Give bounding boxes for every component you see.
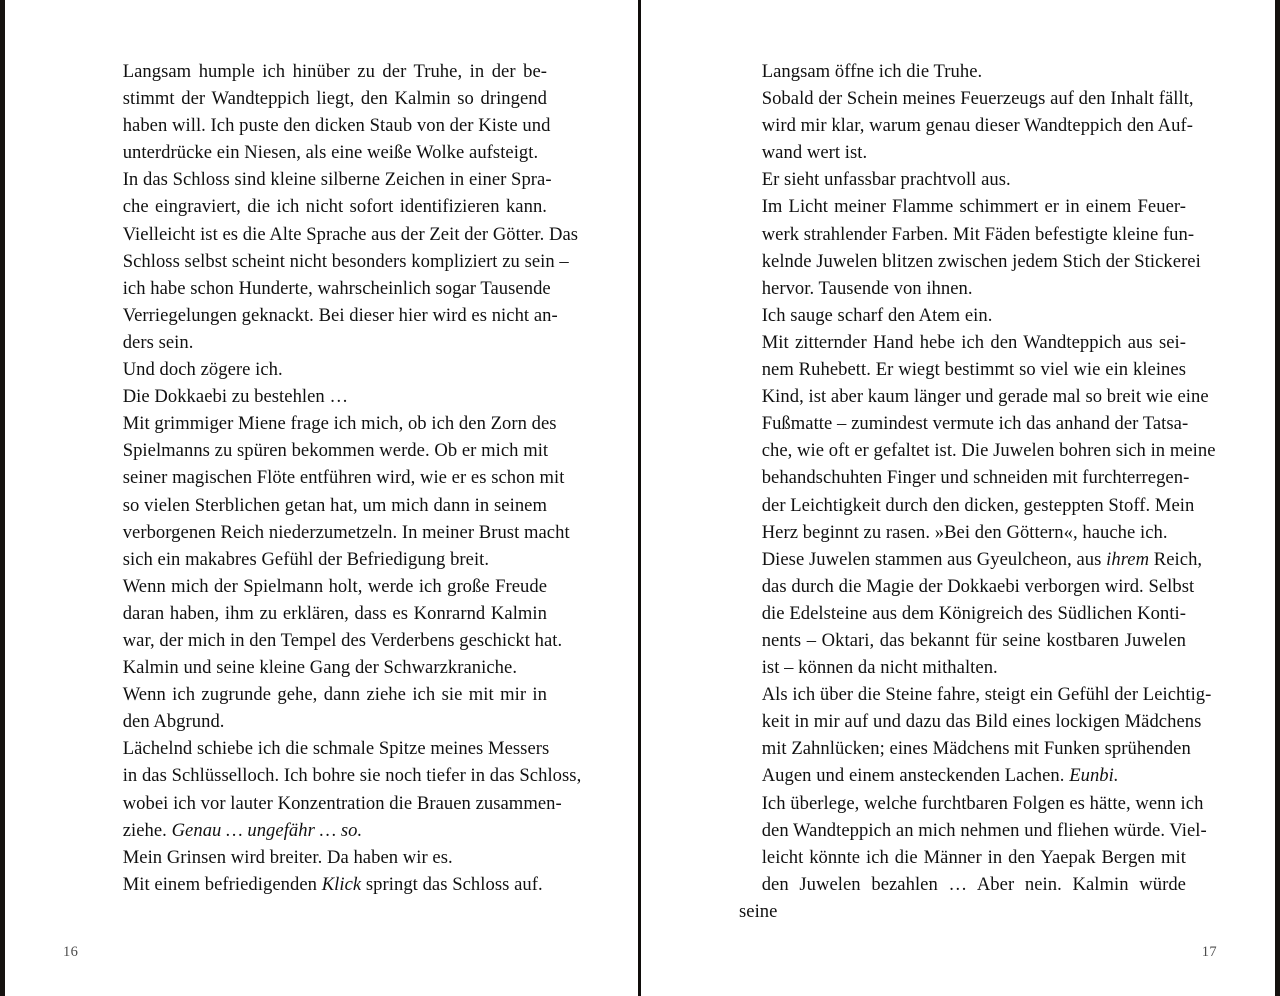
text-line: wobei ich vor lauter Konzentration die Brauen zusammen- bbox=[122, 792, 562, 814]
paragraph bbox=[100, 383, 547, 410]
text-line: stimmt der Wandteppich liegt, den Kalmin so dringend bbox=[122, 88, 547, 110]
text-line: nents – Oktari, das bekannt für seine kostbaren Juwelen bbox=[761, 629, 1186, 651]
text-line: Im Licht meiner Flamme schimmert er in einem Feuer- bbox=[761, 196, 1186, 218]
text-line: Lächelnd schiebe ich die schmale Spitze meines Messers bbox=[122, 738, 550, 760]
text-line: keit in mir auf und dazu das Bild eines lockigen Mädchens bbox=[761, 711, 1202, 733]
text-line: Spielmanns zu spüren bekommen werde. Ob er mich mit bbox=[122, 440, 549, 462]
text-line: Mein Grinsen wird breiter. Da haben wir es. bbox=[122, 846, 453, 868]
text-line: Wenn ich zugrunde gehe, dann ziehe ich sie mit mir in bbox=[122, 684, 547, 706]
body-text-verso bbox=[100, 58, 582, 898]
text-line: Verriegelungen geknackt. Bei dieser hier wird es nicht an- bbox=[122, 304, 558, 326]
text-line: Kind, ist aber kaum länger und gerade mal so breit wie eine bbox=[761, 386, 1209, 408]
paragraph bbox=[739, 302, 1186, 329]
paragraph bbox=[739, 681, 1212, 789]
text-line: das durch die Magie der Dokkaebi verborgen wird. Selbst bbox=[761, 575, 1195, 597]
text-line: seiner magischen Flöte entführen wird, wie er es schon mit bbox=[122, 467, 565, 489]
paragraph bbox=[100, 58, 551, 166]
text-line: Diese Juwelen stammen aus Gyeulcheon, aus ihrem Reich, bbox=[761, 548, 1203, 570]
text-line: mit Zahnlücken; eines Mädchens mit Funken sprühenden bbox=[761, 738, 1191, 760]
text-line: Augen und einem ansteckenden Lachen. Eunbi. bbox=[761, 765, 1119, 787]
paragraph bbox=[739, 790, 1207, 925]
text-line: verborgenen Reich niederzumetzeln. In meiner Brust macht bbox=[122, 521, 570, 543]
paragraph bbox=[100, 410, 570, 573]
body-text-recto bbox=[739, 58, 1216, 925]
page-recto bbox=[641, 0, 1275, 996]
page-number-recto: 17 bbox=[1201, 943, 1217, 960]
text-line: Die Dokkaebi zu bestehlen … bbox=[122, 386, 349, 408]
text-line: in das Schlüsselloch. Ich bohre sie noch tiefer in das Schloss, bbox=[122, 765, 582, 787]
text-line: hervor. Tausende von ihnen. bbox=[761, 277, 973, 299]
text-line: Herz beginnt zu rasen. »Bei den Göttern«, hauche ich. bbox=[761, 521, 1168, 543]
text-line: ders sein. bbox=[122, 331, 194, 353]
text-line: Er sieht unfassbar prachtvoll aus. bbox=[761, 169, 1011, 191]
text-line: leicht könnte ich die Männer in den Yaepak Bergen mit bbox=[761, 846, 1186, 868]
paragraph bbox=[100, 871, 547, 898]
text-line: nem Ruhebett. Er wiegt bestimmt so viel wie ein kleines bbox=[761, 359, 1186, 381]
text-line: werk strahlender Farben. Mit Fäden befestigte kleine fun- bbox=[761, 223, 1195, 245]
paragraph bbox=[100, 681, 547, 735]
text-line: Mit zitternder Hand hebe ich den Wandteppich aus sei- bbox=[761, 331, 1186, 353]
paragraph bbox=[739, 58, 1186, 85]
text-line: Als ich über die Steine fahre, steigt ein Gefühl der Leichtig- bbox=[761, 684, 1212, 706]
page-verso bbox=[5, 0, 638, 996]
paragraph bbox=[739, 85, 1194, 166]
paragraph bbox=[100, 573, 563, 681]
text-line: Ich sauge scharf den Atem ein. bbox=[761, 304, 993, 326]
text-line: wird mir klar, warum genau dieser Wandteppich den Auf- bbox=[761, 115, 1193, 137]
text-line: sich ein makabres Gefühl der Befriedigung breit. bbox=[122, 548, 490, 570]
page-number-verso: 16 bbox=[63, 943, 79, 960]
text-line: so vielen Sterblichen getan hat, um mich dann in seinem bbox=[122, 494, 547, 516]
text-line: In das Schloss sind kleine silberne Zeichen in einer Spra- bbox=[122, 169, 552, 191]
page-edge-right bbox=[1275, 0, 1280, 996]
paragraph bbox=[100, 735, 582, 843]
paragraph bbox=[739, 329, 1216, 546]
text-line: wand wert ist. bbox=[761, 142, 868, 164]
text-line: Mit einem befriedigenden Klick springt das Schloss auf. bbox=[122, 873, 543, 895]
text-line: unterdrücke ein Niesen, als eine weiße Wolke aufsteigt. bbox=[122, 142, 539, 164]
text-line: den Juwelen bezahlen … Aber nein. Kalmin würde seine bbox=[739, 873, 1186, 922]
text-line: Ich überlege, welche furchtbaren Folgen es hätte, wenn ich bbox=[761, 792, 1204, 814]
text-line: den Abgrund. bbox=[122, 711, 225, 733]
text-line: Wenn mich der Spielmann holt, werde ich große Freude bbox=[122, 575, 547, 597]
text-line: Langsam humple ich hinüber zu der Truhe, in der be- bbox=[122, 61, 547, 82]
text-line: haben will. Ich puste den dicken Staub von der Kiste und bbox=[122, 115, 551, 137]
text-line: der Leichtigkeit durch den dicken, gesteppten Stoff. Mein bbox=[761, 494, 1195, 516]
text-line: kelnde Juwelen blitzen zwischen jedem Stich der Stickerei bbox=[761, 250, 1201, 272]
text-line: Mit grimmiger Miene frage ich mich, ob ich den Zorn des bbox=[122, 413, 557, 435]
paragraph bbox=[739, 546, 1203, 681]
text-line: die Edelsteine aus dem Königreich des Südlichen Konti- bbox=[761, 602, 1186, 624]
text-line: war, der mich in den Tempel des Verderbens geschickt hat. bbox=[122, 629, 563, 651]
text-line: Schloss selbst scheint nicht besonders kompliziert zu sein – bbox=[122, 250, 569, 272]
text-line: Langsam öffne ich die Truhe. bbox=[761, 61, 983, 82]
paragraph bbox=[739, 166, 1186, 193]
text-line: che eingraviert, die ich nicht sofort identifizieren kann. bbox=[122, 196, 547, 218]
paragraph bbox=[100, 356, 547, 383]
text-line: Kalmin und seine kleine Gang der Schwarzkraniche. bbox=[122, 657, 518, 679]
paragraph bbox=[100, 166, 579, 356]
text-line: daran haben, ihm zu erklären, dass es Konrarnd Kalmin bbox=[122, 602, 547, 624]
text-line: Und doch zögere ich. bbox=[122, 359, 283, 381]
text-line: behandschuhten Finger und schneiden mit furchterregen- bbox=[761, 467, 1190, 489]
paragraph bbox=[100, 844, 547, 871]
paragraph bbox=[739, 193, 1201, 301]
text-line: Sobald der Schein meines Feuerzeugs auf den Inhalt fällt, bbox=[761, 88, 1194, 110]
text-line: ist – können da nicht mithalten. bbox=[761, 657, 998, 679]
text-line: Fußmatte – zumindest vermute ich das anhand der Tatsa- bbox=[761, 413, 1189, 435]
text-line: che, wie oft er gefaltet ist. Die Juwelen bohren sich in meine bbox=[761, 440, 1216, 462]
text-line: ziehe. Genau … ungefähr … so. bbox=[122, 819, 363, 841]
text-line: ich habe schon Hunderte, wahrscheinlich sogar Tausende bbox=[122, 277, 551, 299]
text-line: Vielleicht ist es die Alte Sprache aus der Zeit der Götter. Das bbox=[122, 223, 579, 245]
text-line: den Wandteppich an mich nehmen und fliehen würde. Viel- bbox=[761, 819, 1207, 841]
